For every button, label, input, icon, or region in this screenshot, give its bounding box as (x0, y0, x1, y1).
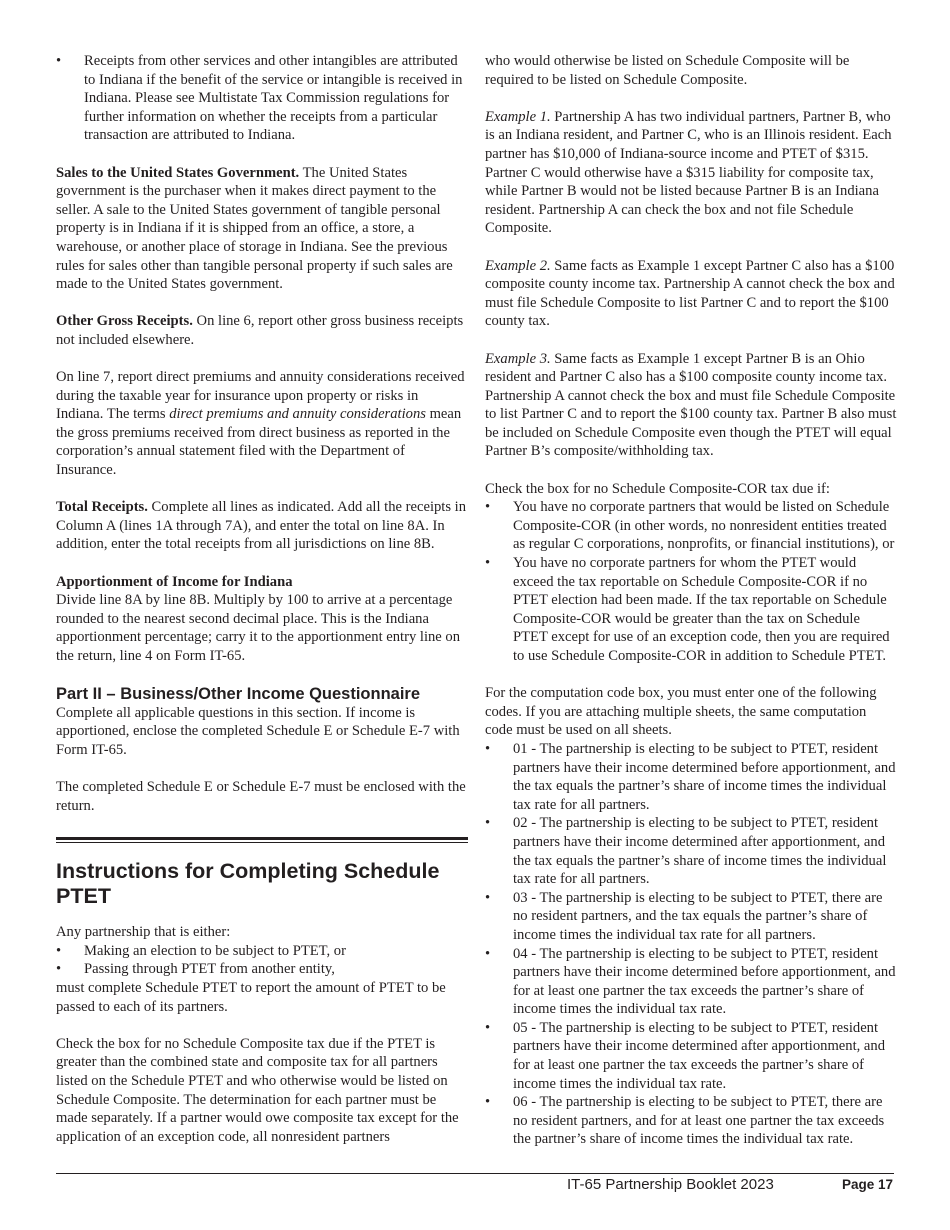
sales-us-gov-paragraph (56, 164, 468, 294)
footer-title: IT-65 Partnership Booklet 2023 (567, 1176, 774, 1193)
paragraph-text: On line 7, report direct premiums and annuity considerations received during the taxable year for insurance upon property or risks in Indiana. The terms (56, 369, 465, 423)
list-item: • You have no corporate partners for whom the PTET would exceed the tax reportable on Schedule Composite-COR if no PTET election had been made. If the tax reportable on Schedule Composite-COR would be greater than the tax on Schedule PTET except for use of an exception code, then you are required to use Schedule Composite-COR in addition to Schedule PTET. (485, 554, 897, 666)
example3-paragraph (485, 350, 897, 462)
computation-code-list (485, 740, 897, 1149)
example1-paragraph (485, 108, 897, 238)
list-item: • 06 - The partnership is electing to be subject to PTET, there are no resident partners, and for at least one partner the tax exceeds the partner’s share of income times the individual tax rate. (485, 1093, 897, 1149)
ptet-heading: Instructions for Completing Schedule PTET (56, 859, 440, 909)
other-gross-receipts-paragraph (56, 312, 468, 349)
list-item: • Passing through PTET from another entity, (56, 960, 468, 979)
continuation-paragraph: who would otherwise be listed on Schedule Composite will be required to be listed on Schedule Composite. (485, 53, 850, 88)
total-receipts-paragraph (56, 498, 468, 554)
left-column (56, 52, 468, 1165)
section-divider (56, 837, 468, 840)
list-item: • 02 - The partnership is electing to be subject to PTET, resident partners have their income determined after apportionment, and the tax equals the partner’s share of income times the individual tax rate for all partners. (485, 814, 897, 888)
ptet-requirement-paragraph: must complete Schedule PTET to report the amount of PTET to be passed to each of its partners. (56, 979, 446, 1015)
list-item: • Making an election to be subject to PTET, or (56, 942, 468, 961)
example-label: Example 2. (485, 257, 551, 274)
list-item: • 04 - The partnership is electing to be subject to PTET, resident partners have their income determined before apportionment, and for at least one partner the tax exceeds the partner’s share of income times the individual tax rate. (485, 945, 897, 1019)
list-item: • Receipts from other services and other intangibles are attributed to Indiana if the benefit of the service or intangible is received in Indiana. Please see Multistate Tax Commission regulations for further information on whether the receipts from a particular transaction are attributed to Indiana. (56, 52, 468, 145)
page-number: Page 17 (842, 1177, 894, 1192)
composite-cor-intro: Check the box for no Schedule Composite-COR tax due if: (485, 480, 830, 497)
part2-heading: Part II – Business/Other Income Questionnaire (56, 684, 421, 703)
italic-term: direct premiums and annuity considerations (169, 406, 426, 423)
paragraph-text: Same facts as Example 1 except Partner B is an Ohio resident and Partner C also has a $100 composite county income tax. Partnership A cannot check the box and must file Schedule Composite to list Partner C and to report the $100 county tax. Partner B also must be included on Schedule Composite even though the PTET will equal Partner B’s composite/withholding tax. (485, 350, 897, 460)
list-item: • You have no corporate partners that would be listed on Schedule Composite-COR (in other words, no nonresident entities treated as regular C corporations, nonprofits, or financial institutions), or (485, 498, 897, 554)
paragraph-text: Same facts as Example 1 except Partner C also has a $100 composite county income tax. Partnership A cannot check the box and must file Schedule Composite to list Partner C and to report the $100 county tax. (485, 257, 895, 330)
composite-check-paragraph: Check the box for no Schedule Composite tax due if the PTET is greater than the combined state and composite tax for all partners listed on the Schedule PTET and who otherwise would be listed on Schedule Composite. The determination for each partner must be made separately. If a partner would owe composite tax except for the application of an exception code, all nonresident partners (56, 1035, 459, 1145)
part2-paragraph: Complete all applicable questions in this section. If income is apportioned, enclose the completed Schedule E or Schedule E-7 with Form IT-65. (56, 704, 460, 758)
section-divider-thin (56, 842, 468, 843)
example-label: Example 3. (485, 350, 551, 367)
list-item: • 03 - The partnership is electing to be subject to PTET, there are no resident partners, and the tax equals the partner’s share of income times the individual tax rate for all partners. (485, 889, 897, 945)
list-item: • 05 - The partnership is electing to be subject to PTET, resident partners have their income determined after apportionment, and for at least one partner the tax exceeds the partner’s share of income times the individual tax rate. (485, 1019, 897, 1093)
computation-code-intro: For the computation code box, you must enter one of the following codes. If you are attaching multiple sheets, the same computation code must be used on all sheets. (485, 685, 877, 739)
section-heading: Apportionment of Income for Indiana (56, 573, 293, 590)
paragraph-text: Divide line 8A by line 8B. Multiply by 100 to arrive at a percentage rounded to the nearest second decimal place. This is the Indiana apportionment percentage; carry it to the apportionment entry line on the return, line 4 on Form IT-65. (56, 592, 461, 664)
right-column (485, 52, 897, 1149)
footer-rule (56, 1173, 894, 1174)
paragraph-heading: Sales to the United States Government. (56, 164, 300, 181)
receipts-bullet-list (56, 52, 468, 145)
example-label: Example 1. (485, 108, 551, 125)
composite-cor-bullet-list (485, 498, 897, 665)
ptet-bullet-list (56, 942, 468, 979)
paragraph-text: On line 6, report other gross business receipts not included elsewhere. (56, 313, 464, 348)
line7-paragraph (56, 368, 468, 480)
paragraph-text: Complete all lines as indicated. Add all the receipts in Column A (lines 1A through 7A), and enter the total on line 8A. In addition, enter the total receipts from all jurisdictions on line 8B. (56, 499, 467, 553)
paragraph-heading: Total Receipts. (56, 499, 148, 516)
paragraph-text: Partnership A has two individual partners, Partner B, who is an Indiana resident, and Partner C, who is an Illinois resident. Each partner has $10,000 of Indiana-source income and PTET of $315. Partner C would otherwise have a $315 liability for composite tax, while Partner B would not be listed because Partner B is an Indiana resident. Partnership A can check the box and not file Schedule Composite. (485, 108, 892, 237)
paragraph-text: mean the gross premiums received from direct business as reported in the corporation’s annual statement filed with the Department of Insurance. (56, 406, 462, 479)
list-item: • 01 - The partnership is electing to be subject to PTET, resident partners have their income determined before apportionment, and the tax equals the partner’s share of income times the individual tax rate for all partners. (485, 740, 897, 814)
part2-enclose-paragraph: The completed Schedule E or Schedule E-7 must be enclosed with the return. (56, 778, 466, 814)
paragraph-heading: Other Gross Receipts. (56, 313, 193, 330)
apportionment-section (56, 573, 468, 666)
paragraph-text: The United States government is the purchaser when it makes direct payment to the seller. A sale to the United States government of tangible personal property is in Indiana if it is shipped from an office, a store, a warehouse, or another place of storage in Indiana. See the previous rules for sales other than tangible personal property if such sales are made to the United States government. (56, 164, 453, 293)
ptet-intro: Any partnership that is either: (56, 924, 231, 941)
example2-paragraph (485, 257, 897, 331)
